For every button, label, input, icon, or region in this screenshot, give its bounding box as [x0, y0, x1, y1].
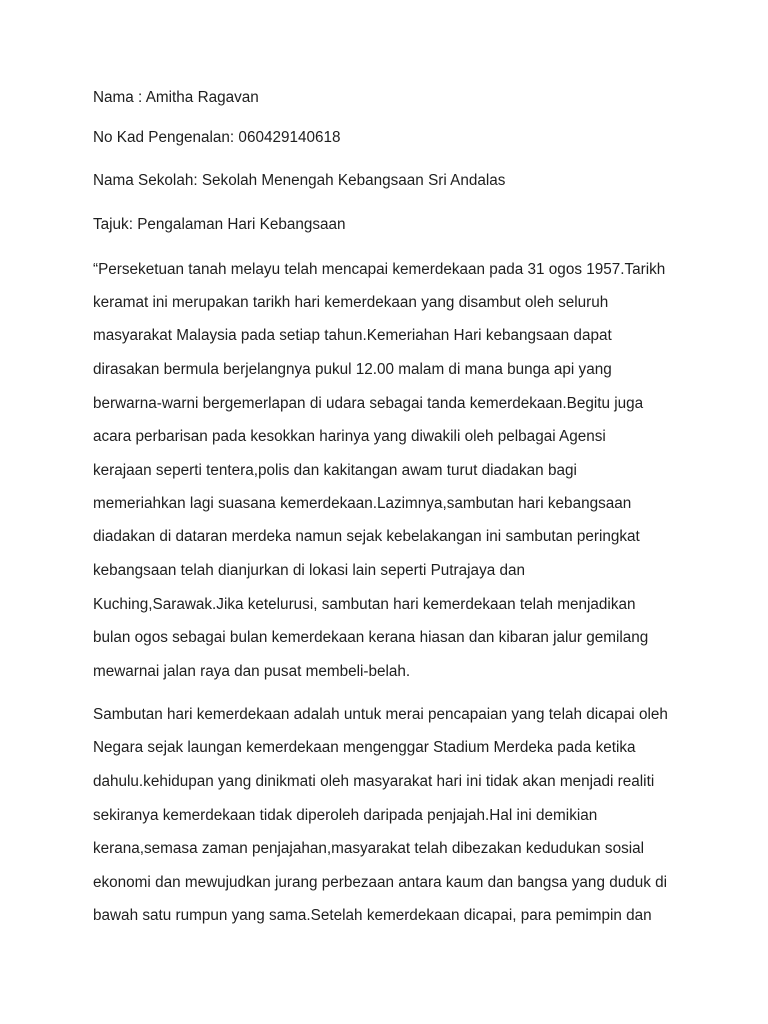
- paragraph-line: keramat ini merupakan tarikh hari kemerdekaan yang disambut oleh seluruh: [93, 294, 609, 311]
- paragraph-line: Kuching,Sarawak.Jika ketelurusi, sambutan hari kemerdekaan telah menjadikan: [93, 596, 636, 613]
- paragraph-line: bulan ogos sebagai bulan kemerdekaan kerana hiasan dan kibaran jalur gemilang: [93, 629, 649, 646]
- school-name-line: Nama Sekolah: Sekolah Menengah Kebangsaan Sri Andalas: [93, 172, 506, 189]
- paragraph-line: dirasakan bermula berjelangnya pukul 12.00 malam di mana bunga api yang: [93, 361, 612, 378]
- paragraph-line: “Perseketuan tanah melayu telah mencapai kemerdekaan pada 31 ogos 1957.Tarikh: [93, 261, 666, 278]
- paragraph-line: kerana,semasa zaman penjajahan,masyarakat telah dibezakan kedudukan sosial: [93, 840, 645, 857]
- paragraph-line: Sambutan hari kemerdekaan adalah untuk merai pencapaian yang telah dicapai oleh: [93, 706, 668, 723]
- paragraph-line: Negara sejak laungan kemerdekaan mengenggar Stadium Merdeka pada ketika: [93, 739, 636, 756]
- paragraph-line: kebangsaan telah dianjurkan di lokasi lain seperti Putrajaya dan: [93, 562, 525, 579]
- paragraph-line: diadakan di dataran merdeka namun sejak kebelakangan ini sambutan peringkat: [93, 528, 640, 545]
- paragraph-line: sekiranya kemerdekaan tidak diperoleh daripada penjajah.Hal ini demikian: [93, 807, 598, 824]
- essay-title-line: Tajuk: Pengalaman Hari Kebangsaan: [93, 216, 346, 233]
- paragraph-line: dahulu.kehidupan yang dinikmati oleh masyarakat hari ini tidak akan menjadi realiti: [93, 773, 655, 790]
- paragraph-line: berwarna-warni bergemerlapan di udara sebagai tanda kemerdekaan.Begitu juga: [93, 395, 644, 412]
- paragraph-line: ekonomi dan mewujudkan jurang perbezaan antara kaum dan bangsa yang duduk di: [93, 874, 668, 891]
- ic-number-line: No Kad Pengenalan: 060429140618: [93, 129, 341, 146]
- paragraph-line: masyarakat Malaysia pada setiap tahun.Kemeriahan Hari kebangsaan dapat: [93, 327, 612, 344]
- paragraph-line: acara perbarisan pada kesokkan harinya yang diwakili oleh pelbagai Agensi: [93, 428, 606, 445]
- paragraph-line: bawah satu rumpun yang sama.Setelah kemerdekaan dicapai, para pemimpin dan: [93, 907, 652, 924]
- paragraph-line: mewarnai jalan raya dan pusat membeli-belah.: [93, 663, 411, 680]
- paragraph-line: memeriahkan lagi suasana kemerdekaan.Lazimnya,sambutan hari kebangsaan: [93, 495, 632, 512]
- student-name-line: Nama : Amitha Ragavan: [93, 89, 259, 106]
- paragraph-line: kerajaan seperti tentera,polis dan kakitangan awam turut diadakan bagi: [93, 462, 577, 479]
